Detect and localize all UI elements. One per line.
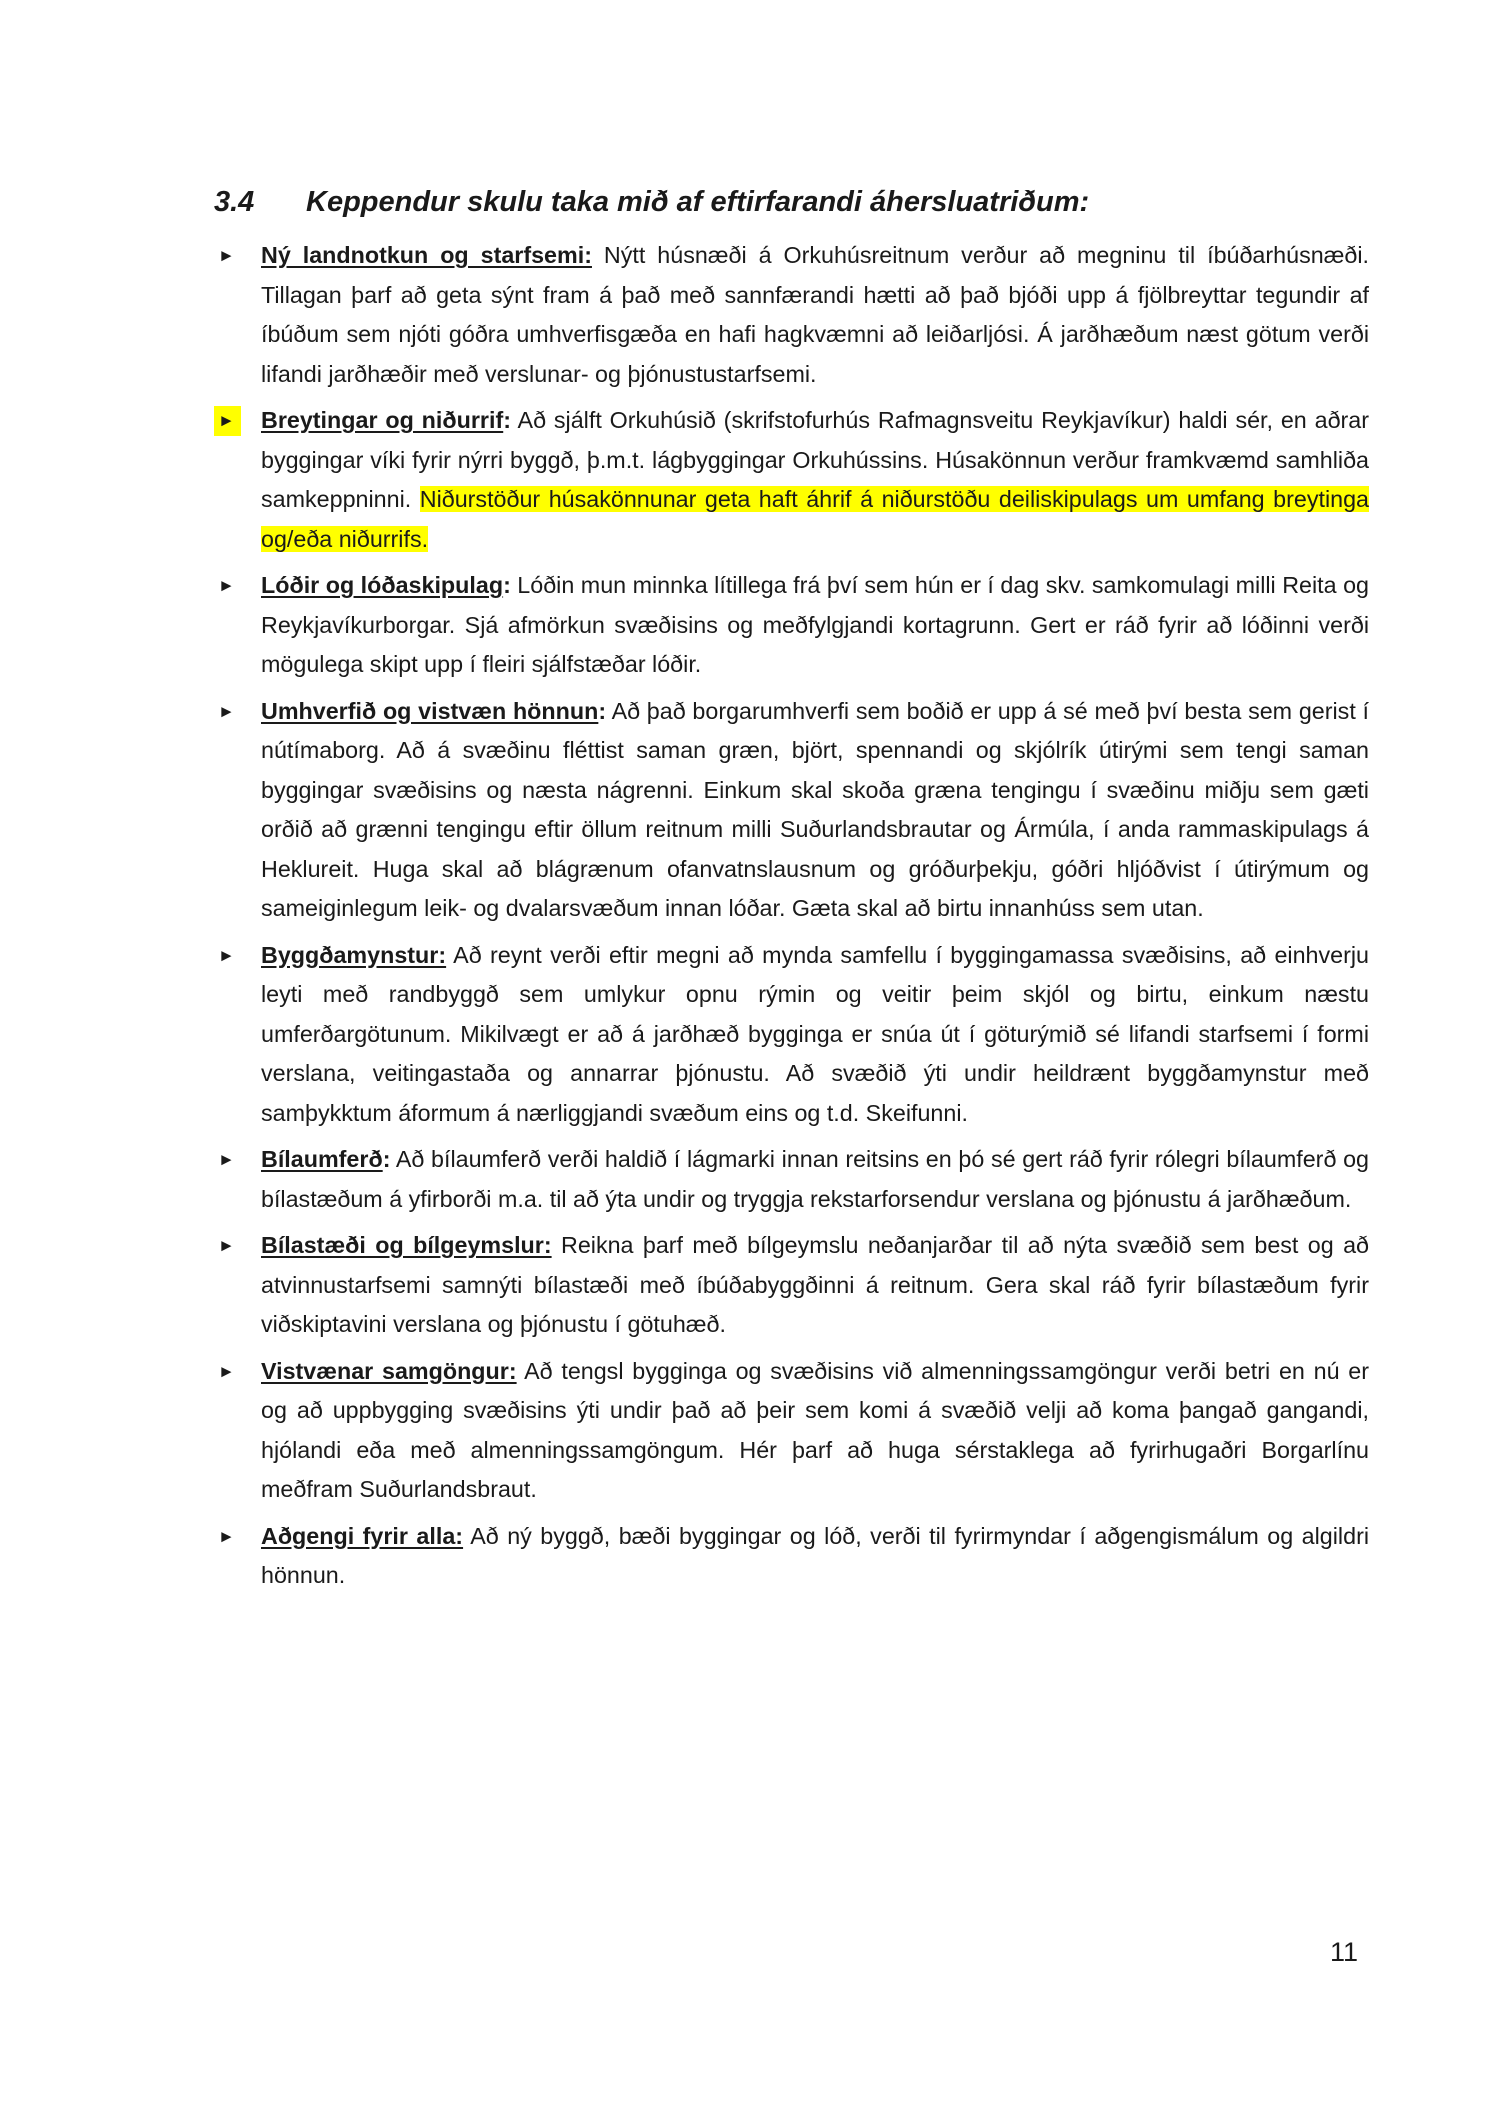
bullet-arrow-icon: ►: [218, 1150, 235, 1169]
item-text: Að tengsl bygginga og svæðisins við almenningssamgöngur verði betri en nú er og að uppbygging svæðisins ýti undir það að þeir sem komi á svæðið velji að koma þangað gangandi, hjólandi eða með almenningssamgöngum. Hér þarf að huga sérstaklega að fyrirhugaðri Borgarlínu meðfram Suðurlandsbraut.: [261, 1357, 1370, 1502]
item-term-colon: :: [382, 1146, 391, 1172]
section-heading: [214, 186, 1089, 219]
bullet-arrow-icon: ►: [218, 945, 235, 965]
section-title: Keppendur skulu taka mið af eftirfarandi áhersluatriðum:: [306, 186, 1090, 218]
item-term: Bílastæði og bílgeymslur:: [261, 1232, 552, 1258]
item-term-colon: :: [503, 572, 511, 598]
list-item-changes-demolition: [214, 401, 1369, 559]
section-number: 3.4: [214, 186, 255, 218]
bullet-list: [214, 236, 1369, 1603]
item-term: Vistvænar samgöngur:: [261, 1357, 517, 1384]
item-text: Að sjálft Orkuhúsið (skrifstofurhús Rafmagnsveitu Reykjavíkur) haldi sér, en aðrar byggingar víki fyrir nýrri byggð, þ.m.t. lágbyggingar Orkuhússins. Húsakönnun verður framkvæmd samhliða samkeppninni.: [261, 407, 1370, 512]
item-text: Að bílaumferð verði haldið í lágmarki innan reitsins en þó sé gert ráð fyrir rólegri bílaumferð og bílastæðum á yfirborði m.a. til að ýta undir og tryggja rekstarforsendur verslana og þjónustu á jarðhæðum.: [261, 1146, 1369, 1212]
bullet-arrow-icon: ►: [218, 246, 235, 265]
bullet-arrow-icon: ►: [214, 406, 241, 436]
item-text: Nýtt húsnæði á Orkuhúsreitnum verður að megninu til íbúðarhúsnæði. Tillagan þarf að geta sýnt fram á það með sannfærandi hætti að það bjóði upp á fjölbreyttar tegundir af íbúðum sem njóti góðra umhverfisgæða en hafi hagkvæmni að leiðarljósi. Á jarðhæðum næst götum verði lifandi jarðhæðir með verslunar- og þjónustustarfsemi.: [261, 242, 1369, 387]
bullet-arrow-icon: ►: [218, 1236, 235, 1255]
item-text: Reikna þarf með bílgeymslu neðanjarðar til að nýta svæðið sem best og að atvinnustarfsemi samnýti bílastæði með íbúðabyggðinni á reitnum. Gera skal ráð fyrir bílastæðum fyrir viðskiptavini verslana og þjónustu í götuhæð.: [261, 1232, 1369, 1337]
item-text: Að reynt verði eftir megni að mynda samfellu í byggingamassa svæðisins, að einhverju leyti með randbyggð sem umlykur opnu rýmin og veitir þeim skjól og birtu, einkum næstu umferðargötunum. Mikilvægt er að á jarðhæð bygginga er snúa út í göturýmið sé lifandi starfsemi í formi verslana, veitingastaða og annarrar þjónustu. Að svæðið ýti undir heildrænt byggðamynstur með samþykktum áformum á nærliggjandi svæðum eins og t.d. Skeifunni.: [261, 941, 1369, 1126]
list-item-accessibility: [214, 1517, 1369, 1596]
list-item-environment-design: [214, 692, 1369, 929]
item-text: Lóðin mun minnka lítillega frá því sem hún er í dag skv. samkomulagi milli Reita og Reykjavíkurborgar. Sjá afmörkun svæðisins og meðfylgjandi kortagrunn. Gert er ráð fyrir að lóðinni verði mögulega skipt upp í fleiri sjálfstæðar lóðir.: [261, 572, 1369, 677]
item-term-colon: :: [503, 407, 511, 433]
item-term: Lóðir og lóðaskipulag: [261, 572, 504, 598]
item-term: Aðgengi fyrir alla:: [261, 1522, 464, 1549]
list-item-sustainable-transport: [214, 1352, 1369, 1510]
list-item-parking: [214, 1226, 1369, 1345]
bullet-arrow-icon: ►: [218, 1361, 235, 1381]
list-item-new-land-use: [214, 236, 1369, 394]
item-term: Umhverfið og vistvæn hönnun: [261, 697, 599, 724]
item-term-colon: :: [598, 697, 607, 724]
bullet-arrow-icon: ►: [218, 576, 235, 595]
bullet-arrow-icon: ►: [218, 701, 235, 721]
bullet-arrow-icon: ►: [218, 1526, 235, 1546]
list-item-settlement-pattern: [214, 936, 1369, 1134]
list-item-lots-planning: [214, 566, 1369, 685]
item-text: Að ný byggð, bæði byggingar og lóð, verði til fyrirmyndar í aðgengismálum og algildri hönnun.: [261, 1522, 1370, 1588]
item-term: Breytingar og niðurrif: [261, 407, 504, 433]
page-number: 11: [1330, 1937, 1359, 1967]
item-term: Byggðamynstur:: [261, 941, 447, 968]
item-term: Bílaumferð: [261, 1146, 383, 1172]
item-highlighted-text: Niðurstöður húsakönnunar geta haft áhrif á niðurstöðu deiliskipulags um umfang breytinga og/eða niðurrifs.: [261, 486, 1369, 552]
list-item-car-traffic: [214, 1140, 1369, 1219]
item-text: Að það borgarumhverfi sem boðið er upp á sé með því besta sem gerist í nútímaborg. Að á svæðinu fléttist saman græn, björt, spennandi og skjólrík útirými sem tengi saman byggingar svæðisins og næsta nágrenni. Einkum skal skoða græna tengingu í svæðinu miðju sem gæti orðið að grænni tengingu eftir öllum reitnum milli Suðurlandsbrautar og Ármúla, í anda rammaskipulags á Heklureit. Huga skal að blágrænum ofanvatnslausnum og gróðurþekju, góðri hljóðvist í útirýmum og sameiginlegum leik- og dvalarsvæðum innan lóðar. Gæta skal að birtu innanhúss sem utan.: [261, 697, 1370, 921]
item-term: Ný landnotkun og starfsemi:: [261, 242, 592, 268]
